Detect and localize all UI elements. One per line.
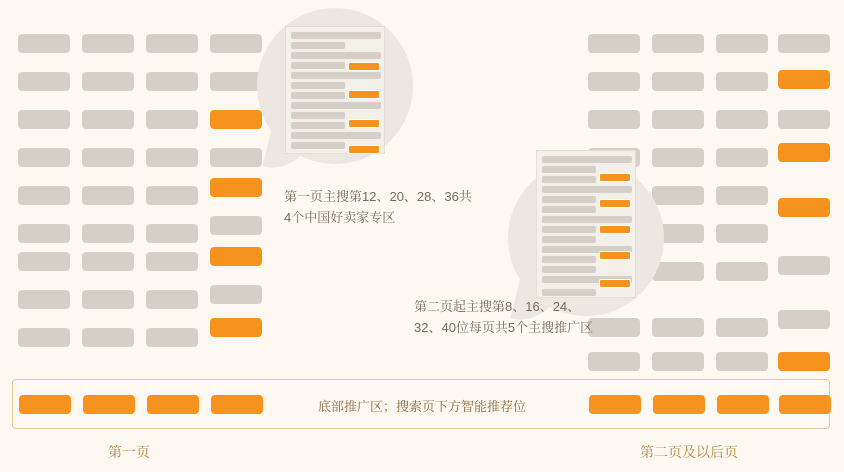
bottom-promo-cell — [19, 395, 71, 414]
grid-cell-highlight — [778, 143, 830, 162]
grid-cell — [588, 110, 640, 129]
grid-cell — [18, 148, 70, 167]
grid-cell — [18, 110, 70, 129]
grid-cell — [716, 262, 768, 281]
grid-cell — [210, 285, 262, 304]
grid-cell-highlight — [778, 352, 830, 371]
grid-cell — [146, 328, 198, 347]
grid-cell — [146, 224, 198, 243]
grid-cell — [652, 262, 704, 281]
grid-cell-highlight — [778, 70, 830, 89]
grid-cell — [146, 186, 198, 205]
grid-cell — [652, 110, 704, 129]
grid-cell — [652, 318, 704, 337]
grid-cell — [146, 252, 198, 271]
grid-cell — [210, 34, 262, 53]
grid-cell — [146, 148, 198, 167]
grid-cell — [210, 148, 262, 167]
mini-row-highlight — [599, 225, 631, 234]
grid-cell — [82, 148, 134, 167]
mini-result-list-first-page — [285, 26, 385, 154]
grid-cell-highlight — [210, 247, 262, 266]
grid-cell — [652, 186, 704, 205]
bottom-promo-cell — [211, 395, 263, 414]
grid-cell — [716, 186, 768, 205]
grid-cell — [82, 328, 134, 347]
grid-cell — [18, 328, 70, 347]
grid-cell — [82, 290, 134, 309]
grid-cell — [652, 34, 704, 53]
mini-row-highlight — [348, 119, 380, 128]
grid-cell — [82, 224, 134, 243]
grid-cell — [716, 110, 768, 129]
grid-cell — [146, 290, 198, 309]
grid-cell — [716, 224, 768, 243]
bottom-promo-cell — [653, 395, 705, 414]
grid-cell — [716, 352, 768, 371]
mini-result-list-second-page — [536, 150, 636, 298]
grid-cell — [146, 72, 198, 91]
grid-cell — [210, 72, 262, 91]
grid-cell — [18, 72, 70, 91]
grid-cell — [778, 110, 830, 129]
grid-cell — [652, 72, 704, 91]
grid-cell — [588, 34, 640, 53]
grid-cell — [716, 318, 768, 337]
grid-cell — [588, 72, 640, 91]
caption-first-page: 第一页 — [108, 444, 150, 460]
grid-cell — [82, 110, 134, 129]
caption-second-page: 第二页及以后页 — [640, 444, 738, 460]
grid-cell — [778, 256, 830, 275]
grid-cell — [210, 216, 262, 235]
grid-cell — [18, 290, 70, 309]
grid-cell — [716, 72, 768, 91]
bottom-promo-cell — [83, 395, 135, 414]
grid-cell — [146, 34, 198, 53]
mini-row-highlight — [348, 62, 380, 71]
bottom-promo-cell — [779, 395, 831, 414]
annotation-first-page: 第一页主搜第12、20、28、36共4个中国好卖家专区 — [284, 189, 472, 225]
grid-cell — [588, 352, 640, 371]
bottom-promo-cell — [589, 395, 641, 414]
grid-cell — [18, 252, 70, 271]
grid-cell-highlight — [778, 198, 830, 217]
grid-cell — [146, 110, 198, 129]
bottom-promo-cell — [147, 395, 199, 414]
mini-row-highlight — [599, 251, 631, 260]
bottom-promotion-label: 底部推广区；搜索页下方智能推荐位 — [317, 399, 527, 414]
grid-cell — [82, 34, 134, 53]
grid-cell-highlight — [210, 178, 262, 197]
mini-row-highlight — [348, 90, 380, 99]
grid-cell — [778, 34, 830, 53]
annotation-second-page: 第二页起主搜第8、16、24、32、40位每页共5个主搜推广区 — [414, 299, 594, 335]
grid-cell — [82, 186, 134, 205]
grid-cell — [716, 34, 768, 53]
mini-row-highlight — [599, 199, 631, 208]
grid-cell — [82, 72, 134, 91]
grid-cell — [716, 148, 768, 167]
grid-cell-highlight — [210, 110, 262, 129]
grid-cell — [778, 310, 830, 329]
grid-cell-highlight — [210, 318, 262, 337]
grid-cell — [82, 252, 134, 271]
grid-cell — [18, 186, 70, 205]
bottom-promo-cell — [717, 395, 769, 414]
grid-cell — [652, 352, 704, 371]
grid-cell — [18, 34, 70, 53]
grid-cell — [652, 148, 704, 167]
mini-row-highlight — [348, 145, 380, 154]
grid-cell — [18, 224, 70, 243]
mini-row-highlight — [599, 173, 631, 182]
mini-row-highlight — [599, 279, 631, 288]
